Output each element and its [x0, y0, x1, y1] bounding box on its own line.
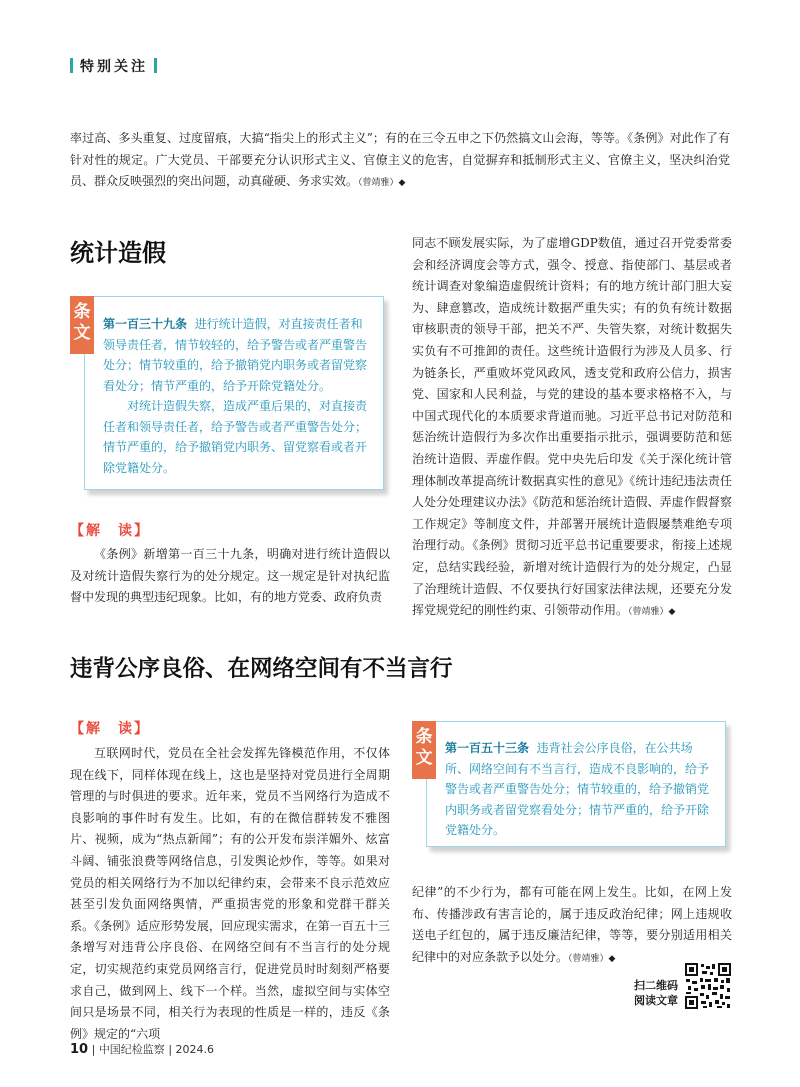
qr-code-icon[interactable]	[684, 962, 732, 1010]
clause-tab-char-2: 文	[73, 323, 91, 343]
end-mark-icon: ◆	[608, 953, 616, 964]
clause-tab-char-1: 条	[73, 302, 91, 322]
qr-label-line2: 阅读文章	[634, 994, 678, 1007]
section-tag	[70, 56, 157, 78]
clause-tab-char-2: 文	[415, 748, 433, 768]
top-paragraph	[70, 128, 730, 195]
section1-heading: 统计造假	[70, 239, 166, 267]
clause-paragraph-2: 对统计造假失察，造成严重后果的，对直接责任者和领导责任者，给予警告或者严重警告处分；情节严重的，给予撤销党内职务、留党察看或者开除党籍处分。	[103, 399, 368, 475]
footer-separator: |	[91, 1043, 96, 1056]
tag-bar-left	[70, 58, 73, 73]
section1-left-text: 《条例》新增第一百三十九条，明确对进行统计造假以及对统计造假失察行为的处分规定。这一规定是针对执纪监督中发现的典型违纪现象。比如，有的地方党委、政府负责	[70, 547, 390, 605]
clause-tab	[70, 296, 94, 354]
section2-heading: 违背公序良俗、在网络空间有不当言行	[70, 656, 453, 682]
top-paragraph-text: 率过高、多头重复、过度留痕，大搞“指尖上的形式主义”；有的在三令五申之下仍然搞文山会海，等等。《条例》对此作了有针对性的规定。广大党员、干部要充分认识形式主义、官僚主义的危害，自觉摒弃和抵制形式主义、官僚主义，坚决纠治党员、群众反映强烈的突出问题，动真碰硬、务求实效。	[70, 131, 730, 189]
issue-number: 2024.6	[175, 1043, 215, 1056]
clause-tab	[412, 721, 436, 779]
signature: （曾靖雅）	[568, 953, 609, 964]
page-footer	[70, 1041, 214, 1057]
section1-right-body: 同志不顾发展实际，为了虚增GDP数值，通过召开党委常委会和经济调度会等方式，强令、授意、指使部门、基层或者统计调查对象编造虚假统计资料；有的地方统计部门胆大妄为、肆意篡改，造成统计数据严重失实；有的负有统计数据审核职责的领导干部，把关不严、失管失察，对统计数据失实负有不可推卸的责任。这些统计造假行为涉及人员多、行为链条长，严重败坏党风政风，透支党和政府公信力，损害党、国家和人民利益，与党的建设的基本要求格格不入，与中国式现代化的本质要求背道而驰。习近平总书记对防范和惩治统计造假行为多次作出重要指示批示，强调要防范和惩治统计造假、弄虚作假。党中央先后印发《关于深化统计管理体制改革提高统计数据真实性的意见》《统计违纪违法责任人处分处理建议办法》《防范和惩治统计造假、弄虚作假督察工作规定》等制度文件，并部署开展统计造假屡禁难绝专项治理行动。《条例》贯彻习近平总书记重要要求，衔接上述规定，总结实践经验，新增对统计造假行为的处分规定，凸显了治理统计造假、不仅要执行好国家法律法规，还要充分发挥党规党纪的刚性约束、引领带动作用。	[412, 236, 732, 618]
section2-left-text: 互联网时代，党员在全社会发挥先锋模范作用，不仅体现在线下，同样体现在线上，这也是坚持对党员进行全周期管理的与时俱进的要求。近年来，党员不当网络行为造成不良影响的事件时有发生。比如，有的在微信群转发不雅图片、视频，成为“热点新闻”；有的公开发布崇洋媚外、炫富斗阔、铺张浪费等网络信息，引发舆论炒作，等等。如果对党员的相关网络行为不加以纪律约束，会带来不良示范效应甚至引发负面网络舆情，严重损害党的形象和党群干群关系。《条例》适应形势发展，回应现实需求，在第一百五十三条增写对违背公序良俗、在网络空间有不当言行的处分规定，切实规范约束党员网络言行，促进党员时时刻刻严格要求自己，做到网上、线下一个样。当然，虚拟空间与实体空间只是场景不同，相关行为表现的性质是一样的，违反《条例》规定的“六项	[70, 746, 390, 1041]
section2-right-text	[412, 882, 732, 970]
jiedu-label: 【解 读】	[70, 721, 150, 737]
page-number: 10	[70, 1042, 89, 1057]
qr-label-line1: 扫二维码	[634, 979, 678, 992]
clause-article-number: 第一百三十九条	[103, 317, 188, 331]
magazine-name: 中国纪检监察	[98, 1043, 165, 1056]
end-mark-icon: ◆	[668, 607, 676, 618]
clause-article-number: 第一百五十三条	[445, 741, 530, 755]
clause-tab-char-1: 条	[415, 727, 433, 747]
qr-label	[612, 978, 678, 1008]
section-tag-text: 特别关注	[80, 59, 148, 75]
clause-paragraph-1: 进行统计造假，对直接责任者和领导责任者，情节较轻的，给予警告或者严重警告处分；情节较重的，给予撤销党内职务或者留党察看处分；情节严重的，给予开除党籍处分。	[103, 317, 368, 393]
section2-right-body: 纪律”的不少行为，都有可能在网上发生。比如，在网上发布、传播涉政有害言论的，属于违反政治纪律；网上违规收送电子红包的，属于违反廉洁纪律，等等，要分别适用相关纪律中的对应条款予以处分。	[412, 885, 732, 964]
signature: （曾靖雅）	[628, 607, 669, 618]
clause-paragraph: 违背社会公序良俗，在公共场所、网络空间有不当言行，造成不良影响的，给予警告或者严重警告处分；情节较重的，给予撤销党内职务或者留党察看处分；情节严重的，给予开除党籍处分。	[445, 741, 710, 837]
footer-separator: |	[168, 1043, 173, 1056]
clause-text-153	[445, 738, 713, 841]
section1-right-text	[412, 233, 732, 624]
tag-bar-right	[154, 58, 157, 73]
clause-text-139	[103, 314, 371, 478]
end-mark-icon: ◆	[398, 178, 406, 189]
signature: （曾靖雅）	[358, 178, 399, 189]
jiedu-label: 【解 读】	[70, 523, 150, 539]
